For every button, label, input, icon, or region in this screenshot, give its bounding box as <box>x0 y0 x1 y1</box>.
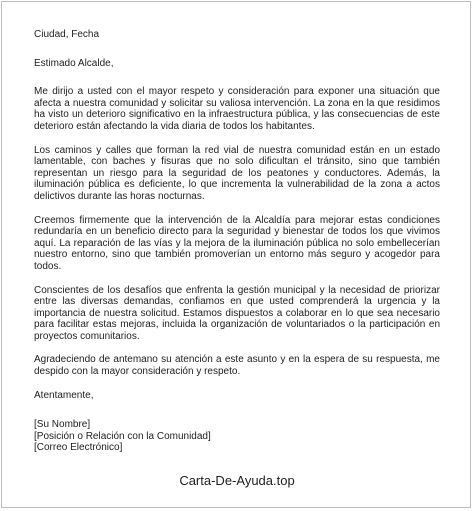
paragraph-benefits: Creemos firmemente que la intervención de la Alcaldía para mejorar estas condiciones redundaría en un beneficio directo para la seguridad y bienestar de todos los que vivimos aquí. La reparación de las vías y la mejora de la iluminación pública no solo embellecerían nuestro entorno, sino que también promoverían un entorno más seguro y acogedor para todos. <box>34 214 440 272</box>
paragraph-closing: Agradeciendo de antemano su atención a este asunto y en la espera de su respuesta, me despido con la mayor consideración y respeto. <box>34 354 440 378</box>
place-date: Ciudad, Fecha <box>34 29 100 40</box>
signature-email: [Correo Electrónico] <box>34 442 123 454</box>
paragraph-collaboration: Conscientes de los desafíos que enfrenta la gestión municipal y la necesidad de priorizar entre las diversas demandas, confiamos en que usted comprenderá la urgencia y la importancia de nuestra solicitud. Estamos dispuestos a colaborar en lo que sea necesario para facilitar estas mejoras, incluida la organización de voluntariados o la participación en proyectos comunitarios. <box>34 284 440 342</box>
salutation: Estimado Alcalde, <box>34 57 114 69</box>
signature-name: [Su Nombre] <box>34 419 91 431</box>
footer-site-name: Carta-De-Ayuda.top <box>179 473 295 488</box>
signature-block <box>34 419 440 454</box>
valediction: Atentamente, <box>34 389 94 401</box>
letter-body <box>34 29 440 454</box>
paragraph-roads-lighting: Los caminos y calles que forman la red vial de nuestra comunidad están en un estado lamentable, con baches y fisuras que no solo dificultan el tránsito, sino que también representan un riesgo para la seguridad de los peatones y conductores. Además, la iluminación pública es deficiente, lo que incrementa la vulnerabilidad de la zona a actos delictivos durante las horas nocturnas. <box>34 144 440 202</box>
signature-position: [Posición o Relación con la Comunidad] <box>34 430 211 442</box>
paragraph-intro: Me dirijo a usted con el mayor respeto y consideración para exponer una situación que afecta a nuestra comunidad y solicitar su valiosa intervención. La zona en la que residimos ha visto un deterioro significativo en la infraestructura pública, y las consecuencias de este deterioro están afectando la vida diaria de todos los habitantes. <box>34 86 440 132</box>
